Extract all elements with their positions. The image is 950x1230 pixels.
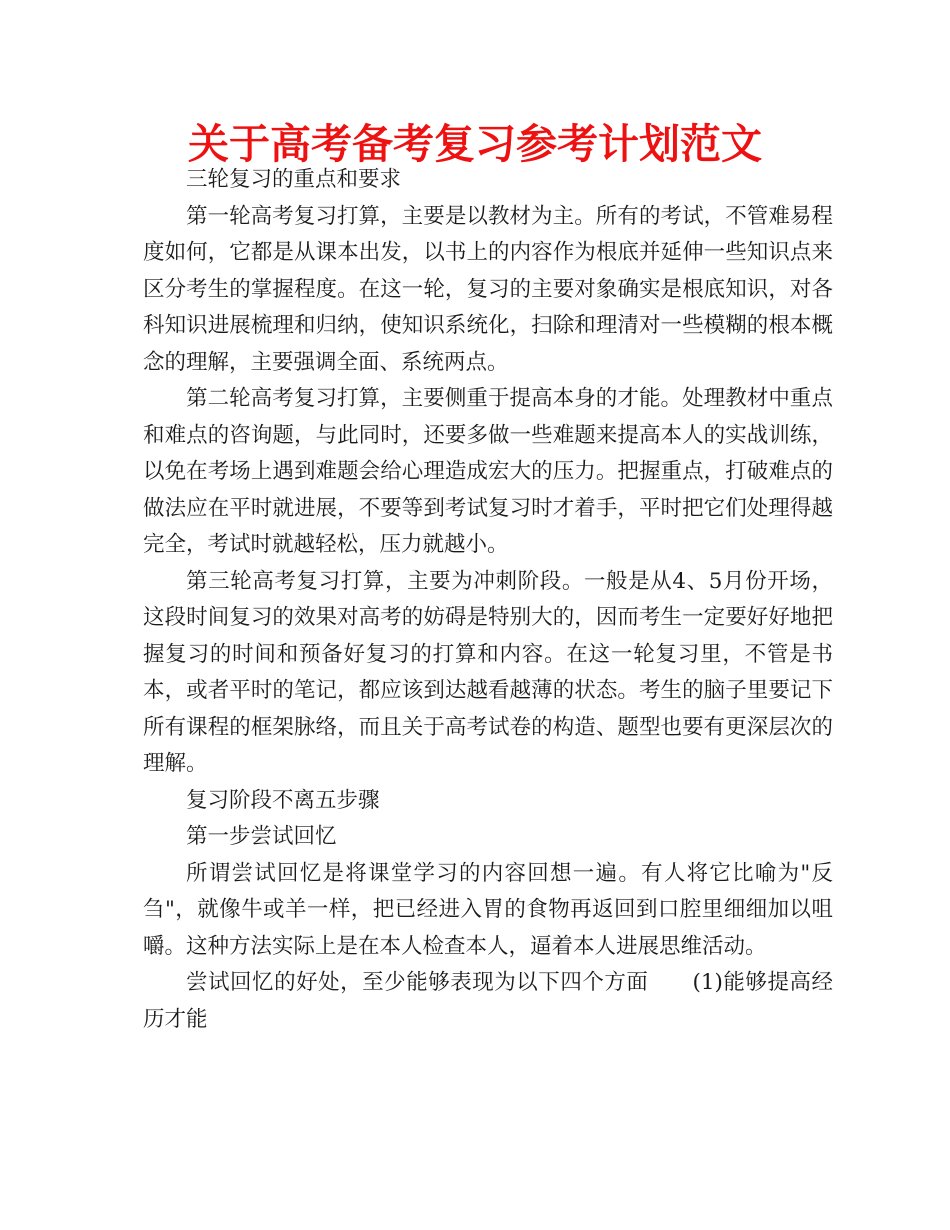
paragraph: 所谓尝试回忆是将课堂学习的内容回想一遍。有人将它比喻为"反刍"，就像牛或羊一样，把已经进入胃的食物再返回到口腔里细细加以咀嚼。这种方法实际上是在本人检查本人，逼着本人进展思维活动。 [143, 860, 833, 959]
paragraph: 第一轮高考复习打算，主要是以教材为主。所有的考试，不管难易程度如何，它都是从课本出发，以书上的内容作为根底并延伸一些知识点来区分考生的掌握程度。在这一轮，复习的主要对象确实是根底知识，对各科知识进展梳理和归纳，使知识系统化，扫除和理清对一些模糊的根本概念的理解，主要强调全面、系统两点。 [143, 203, 833, 375]
section-heading: 三轮复习的重点和要求 [186, 167, 402, 192]
paragraph: 第三轮高考复习打算，主要为冲刺阶段。一般是从4、5月份开场，这段时间复习的效果对高考的妨碍是特别大的，因而考生一定要好好地把握复习的时间和预备好复习的打算和内容。在这一轮复习里，不管是书本，或者平时的笔记，都应该到达越看越薄的状态。考生的脑子里要记下所有课程的框架脉络，而且关于高考试卷的构造、题型也要有更深层次的理解。 [143, 568, 833, 776]
section-heading: 复习阶段不离五步骤 [186, 787, 380, 813]
paragraph: 第二轮高考复习打算，主要侧重于提高本身的才能。处理教材中重点和难点的咨询题，与此同时，还要多做一些难题来提高本人的实战训练，以免在考场上遇到难题会给心理造成宏大的压力。把握重点，打破难点的做法应在平时就进展，不要等到考试复习时才着手，平时把它们处理得越完全，考试时就越轻松，压力就越小。 [143, 386, 833, 557]
document-body [143, 162, 833, 1038]
paragraph: 尝试回忆的好处，至少能够表现为以下四个方面 (1)能够提高经历才能 [143, 970, 833, 1032]
document-title: 关于高考备考复习参考计划范文 [188, 120, 762, 168]
section-heading: 第一步尝试回忆 [186, 824, 337, 849]
